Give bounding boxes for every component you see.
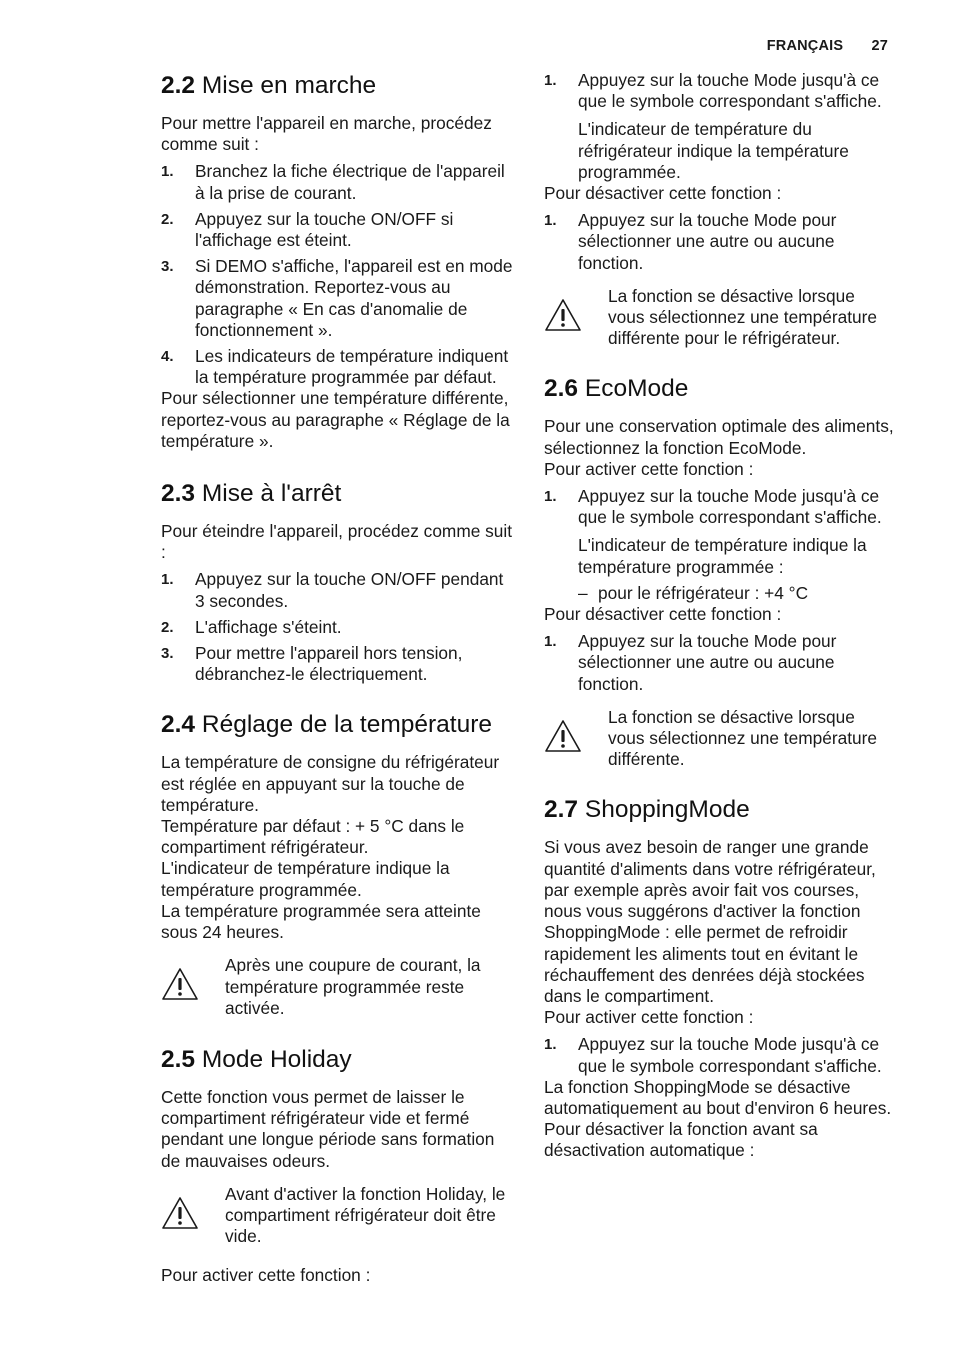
left-column xyxy=(161,70,513,1287)
page-header xyxy=(767,38,888,54)
s26-activate: Pour activer cette fonction : xyxy=(544,458,754,479)
s24-warning: Après une coupure de courant, la température programmée reste activée. xyxy=(161,955,513,1019)
list-item: 3. Si DEMO s'affiche, l'appareil est en mode démonstration. Reportez-vous au paragraphe « En cas d'anomalie de fonctionnement ». xyxy=(161,256,513,340)
s24-p1: La température de consigne du réfrigérateur est réglée en appuyant sur la touche de température. xyxy=(161,752,500,815)
s24-p2: Température par défaut : + 5 °C dans le compartiment réfrigérateur. xyxy=(161,816,465,858)
s25-p1: Cette fonction vous permet de laisser le compartiment réfrigérateur vide et fermé pendant une longue période sans formation de mauvaises odeurs. xyxy=(161,1086,495,1171)
list-item: 4. Les indicateurs de température indiquent la température programmée par défaut. xyxy=(161,346,509,388)
s23-intro: Pour éteindre l'appareil, procédez comme suit : xyxy=(161,521,513,563)
list-item: 1. Appuyez sur la touche Mode jusqu'à ce que le symbole correspondant s'affiche. xyxy=(544,1034,882,1076)
section-heading-2-5: 2.5 Mode Holiday xyxy=(161,1045,352,1073)
section-heading-2-3: 2.3 Mise à l'arrêt xyxy=(161,480,342,508)
s26-bullet: – pour le réfrigérateur : +4 °C xyxy=(578,582,809,603)
s26-step-note: L'indicateur de température indique la température programmée : xyxy=(578,535,867,577)
s27-p3: Pour désactiver la fonction avant sa désactivation automatique : xyxy=(544,1119,818,1161)
list-item: 1. Appuyez sur la touche Mode jusqu'à ce que le symbole correspondant s'affiche. xyxy=(544,70,882,112)
s25-warning-2: La fonction se désactive lorsque vous sélectionnez une température différente pour le réfrigérateur. xyxy=(544,286,896,350)
list-item: 2. Appuyez sur la touche ON/OFF si l'affichage est éteint. xyxy=(161,208,454,251)
s27-activate: Pour activer cette fonction : xyxy=(544,1007,754,1028)
list-item: 2. L'affichage s'éteint. xyxy=(161,616,342,637)
s26-p1: Pour une conservation optimale des aliments, sélectionnez la fonction EcoMode. xyxy=(544,416,894,458)
warning-triangle-icon xyxy=(161,967,199,1001)
s27-p1: Si vous avez besoin de ranger une grande quantité d'aliments dans votre réfrigérateur, par exemple après avoir fait vos courses, nous vous suggérons d'activer la fonction ShoppingMode : elle permet de refroidir rapidement les aliments tout en évitant le réchauffement des denrées déjà stockées dans le compartiment. xyxy=(544,837,876,1006)
s25-step-note: L'indicateur de température du réfrigérateur indique la température programmée. xyxy=(578,119,849,182)
section-heading-2-2: 2.2 Mise en marche xyxy=(161,72,377,99)
list-item: 1. Appuyez sur la touche Mode pour sélectionner une autre ou aucune fonction. xyxy=(544,631,837,694)
s22-after: Pour sélectionner une température différente, reportez-vous au paragraphe « Réglage de la température ». xyxy=(161,388,510,451)
warning-triangle-icon xyxy=(161,1196,199,1230)
s22-intro: Pour mettre l'appareil en marche, procédez comme suit : xyxy=(161,113,492,155)
s24-p3: L'indicateur de température indique la température programmée. xyxy=(161,858,450,900)
list-item: 1. Branchez la fiche électrique de l'appareil à la prise de courant. xyxy=(161,161,505,203)
list-item: 3. Pour mettre l'appareil hors tension, débranchez-le électriquement. xyxy=(161,643,463,685)
s26-deactivate: Pour désactiver cette fonction : xyxy=(544,604,782,625)
section-heading-2-4: 2.4 Réglage de la température xyxy=(161,711,492,739)
s27-p2: La fonction ShoppingMode se désactive automatiquement au bout d'environ 6 heures. xyxy=(544,1076,892,1118)
s26-warning: La fonction se désactive lorsque vous sélectionnez une température différente. xyxy=(544,707,896,771)
list-item: 1. Appuyez sur la touche Mode pour sélectionner une autre ou aucune fonction. xyxy=(544,210,837,273)
list-item: 1. Appuyez sur la touche Mode jusqu'à ce que le symbole correspondant s'affiche. xyxy=(544,486,882,528)
section-heading-2-6: 2.6 EcoMode xyxy=(544,375,689,403)
s25-activate-steps xyxy=(544,70,896,112)
s27-activate-steps xyxy=(544,1034,896,1076)
s22-steps xyxy=(161,161,513,388)
header-language: FRANÇAIS xyxy=(766,38,844,54)
section-heading-2-7: 2.7 ShoppingMode xyxy=(544,796,750,824)
warning-triangle-icon xyxy=(544,298,582,332)
right-column xyxy=(544,70,896,1162)
page-number: 27 xyxy=(871,38,888,54)
s26-deactivate-steps xyxy=(544,631,896,695)
s25-activate: Pour activer cette fonction : xyxy=(161,1265,371,1286)
s24-p4: La température programmée sera atteinte sous 24 heures. xyxy=(161,900,481,943)
s26-activate-steps xyxy=(544,486,896,528)
warning-triangle-icon xyxy=(544,719,582,753)
s25-warning: Avant d'activer la fonction Holiday, le compartiment réfrigérateur doit être vide. xyxy=(161,1184,513,1248)
s25-deactivate-steps xyxy=(544,210,896,274)
s23-steps xyxy=(161,569,513,685)
list-item: 1. Appuyez sur la touche ON/OFF pendant 3 secondes. xyxy=(161,569,504,611)
s25-deactivate: Pour désactiver cette fonction : xyxy=(544,183,782,204)
